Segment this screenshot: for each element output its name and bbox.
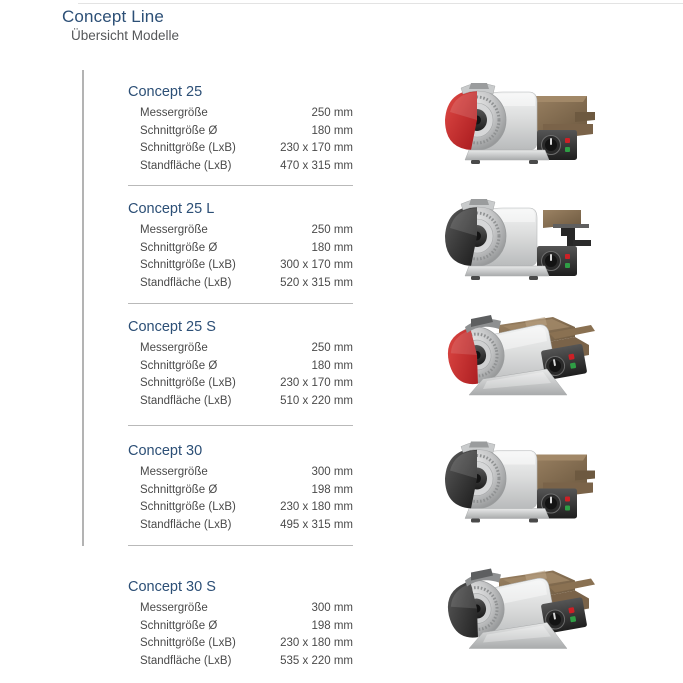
spec-value: 520 x 315 mm — [280, 276, 353, 289]
spec-value: 230 x 180 mm — [280, 501, 353, 513]
page-top-divider — [78, 3, 683, 4]
spec-row — [128, 517, 353, 535]
spec-label: Messergröße — [140, 602, 208, 614]
spec-value: 230 x 170 mm — [280, 377, 353, 389]
spec-row — [128, 158, 353, 176]
model-spec-block — [128, 200, 353, 292]
spec-row — [128, 275, 353, 293]
concept-25-s-slicer-photo — [425, 303, 600, 408]
spec-row — [128, 140, 353, 158]
model-name: Concept 30 S — [128, 579, 216, 595]
model-divider — [128, 185, 353, 186]
spec-value: 510 x 220 mm — [280, 394, 353, 407]
spec-value: 535 x 220 mm — [280, 654, 353, 667]
spec-label: Schnittgröße Ø — [140, 619, 218, 632]
left-vertical-divider — [82, 70, 84, 546]
page-subtitle: Übersicht Modelle — [71, 28, 180, 43]
model-divider — [128, 425, 353, 426]
spec-label: Standfläche (LxB) — [140, 276, 232, 289]
spec-value: 198 mm — [311, 483, 353, 496]
spec-value: 300 mm — [311, 602, 353, 614]
spec-value: 180 mm — [311, 241, 353, 254]
model-name: Concept 25 — [128, 84, 203, 100]
spec-row — [128, 482, 353, 500]
spec-label: Schnittgröße Ø — [140, 359, 218, 372]
spec-value: 300 mm — [311, 466, 353, 478]
spec-label: Schnittgröße (LxB) — [140, 377, 236, 389]
model-divider — [128, 545, 353, 546]
spec-row — [128, 105, 353, 123]
concept-30-s-slicer-photo — [425, 553, 600, 665]
spec-value: 250 mm — [311, 342, 353, 354]
spec-label: Standfläche (LxB) — [140, 518, 232, 531]
model-spec-block — [128, 442, 353, 534]
spec-value: 470 x 315 mm — [280, 159, 353, 172]
spec-value: 198 mm — [311, 619, 353, 632]
spec-row — [128, 464, 353, 482]
model-spec-block — [128, 83, 353, 175]
spec-row — [128, 499, 353, 517]
spec-row — [128, 222, 353, 240]
spec-value: 230 x 170 mm — [280, 142, 353, 154]
spec-label: Messergröße — [140, 107, 208, 119]
spec-label: Messergröße — [140, 466, 208, 478]
spec-value: 180 mm — [311, 124, 353, 137]
spec-row — [128, 600, 353, 618]
spec-label: Messergröße — [140, 224, 208, 236]
page-header — [62, 7, 179, 44]
spec-row — [128, 123, 353, 141]
spec-row — [128, 375, 353, 393]
model-spec-block — [128, 578, 353, 670]
spec-label: Schnittgröße (LxB) — [140, 259, 236, 271]
spec-label: Standfläche (LxB) — [140, 159, 232, 172]
spec-value: 250 mm — [311, 224, 353, 236]
spec-label: Schnittgröße (LxB) — [140, 501, 236, 513]
spec-label: Schnittgröße Ø — [140, 124, 218, 137]
spec-label: Schnittgröße Ø — [140, 241, 218, 254]
spec-row — [128, 635, 353, 653]
spec-value: 300 x 170 mm — [280, 259, 353, 271]
spec-row — [128, 240, 353, 258]
model-name: Concept 30 — [128, 443, 203, 459]
concept-30-slicer-photo — [425, 428, 600, 538]
spec-label: Standfläche (LxB) — [140, 654, 232, 667]
model-name: Concept 25 L — [128, 201, 215, 217]
spec-row — [128, 618, 353, 636]
spec-value: 230 x 180 mm — [280, 637, 353, 649]
spec-row — [128, 358, 353, 376]
concept-25-l-slicer-photo — [425, 188, 600, 293]
spec-label: Schnittgröße (LxB) — [140, 142, 236, 154]
spec-row — [128, 653, 353, 671]
spec-label: Standfläche (LxB) — [140, 394, 232, 407]
spec-value: 495 x 315 mm — [280, 518, 353, 531]
spec-label: Schnittgröße (LxB) — [140, 637, 236, 649]
model-name: Concept 25 S — [128, 319, 216, 335]
page-title: Concept Line — [62, 7, 164, 26]
model-spec-block — [128, 318, 353, 410]
spec-label: Messergröße — [140, 342, 208, 354]
model-divider — [128, 303, 353, 304]
spec-value: 250 mm — [311, 107, 353, 119]
concept-25-slicer-photo — [425, 72, 600, 177]
spec-row — [128, 340, 353, 358]
spec-value: 180 mm — [311, 359, 353, 372]
spec-label: Schnittgröße Ø — [140, 483, 218, 496]
spec-row — [128, 257, 353, 275]
spec-row — [128, 393, 353, 411]
